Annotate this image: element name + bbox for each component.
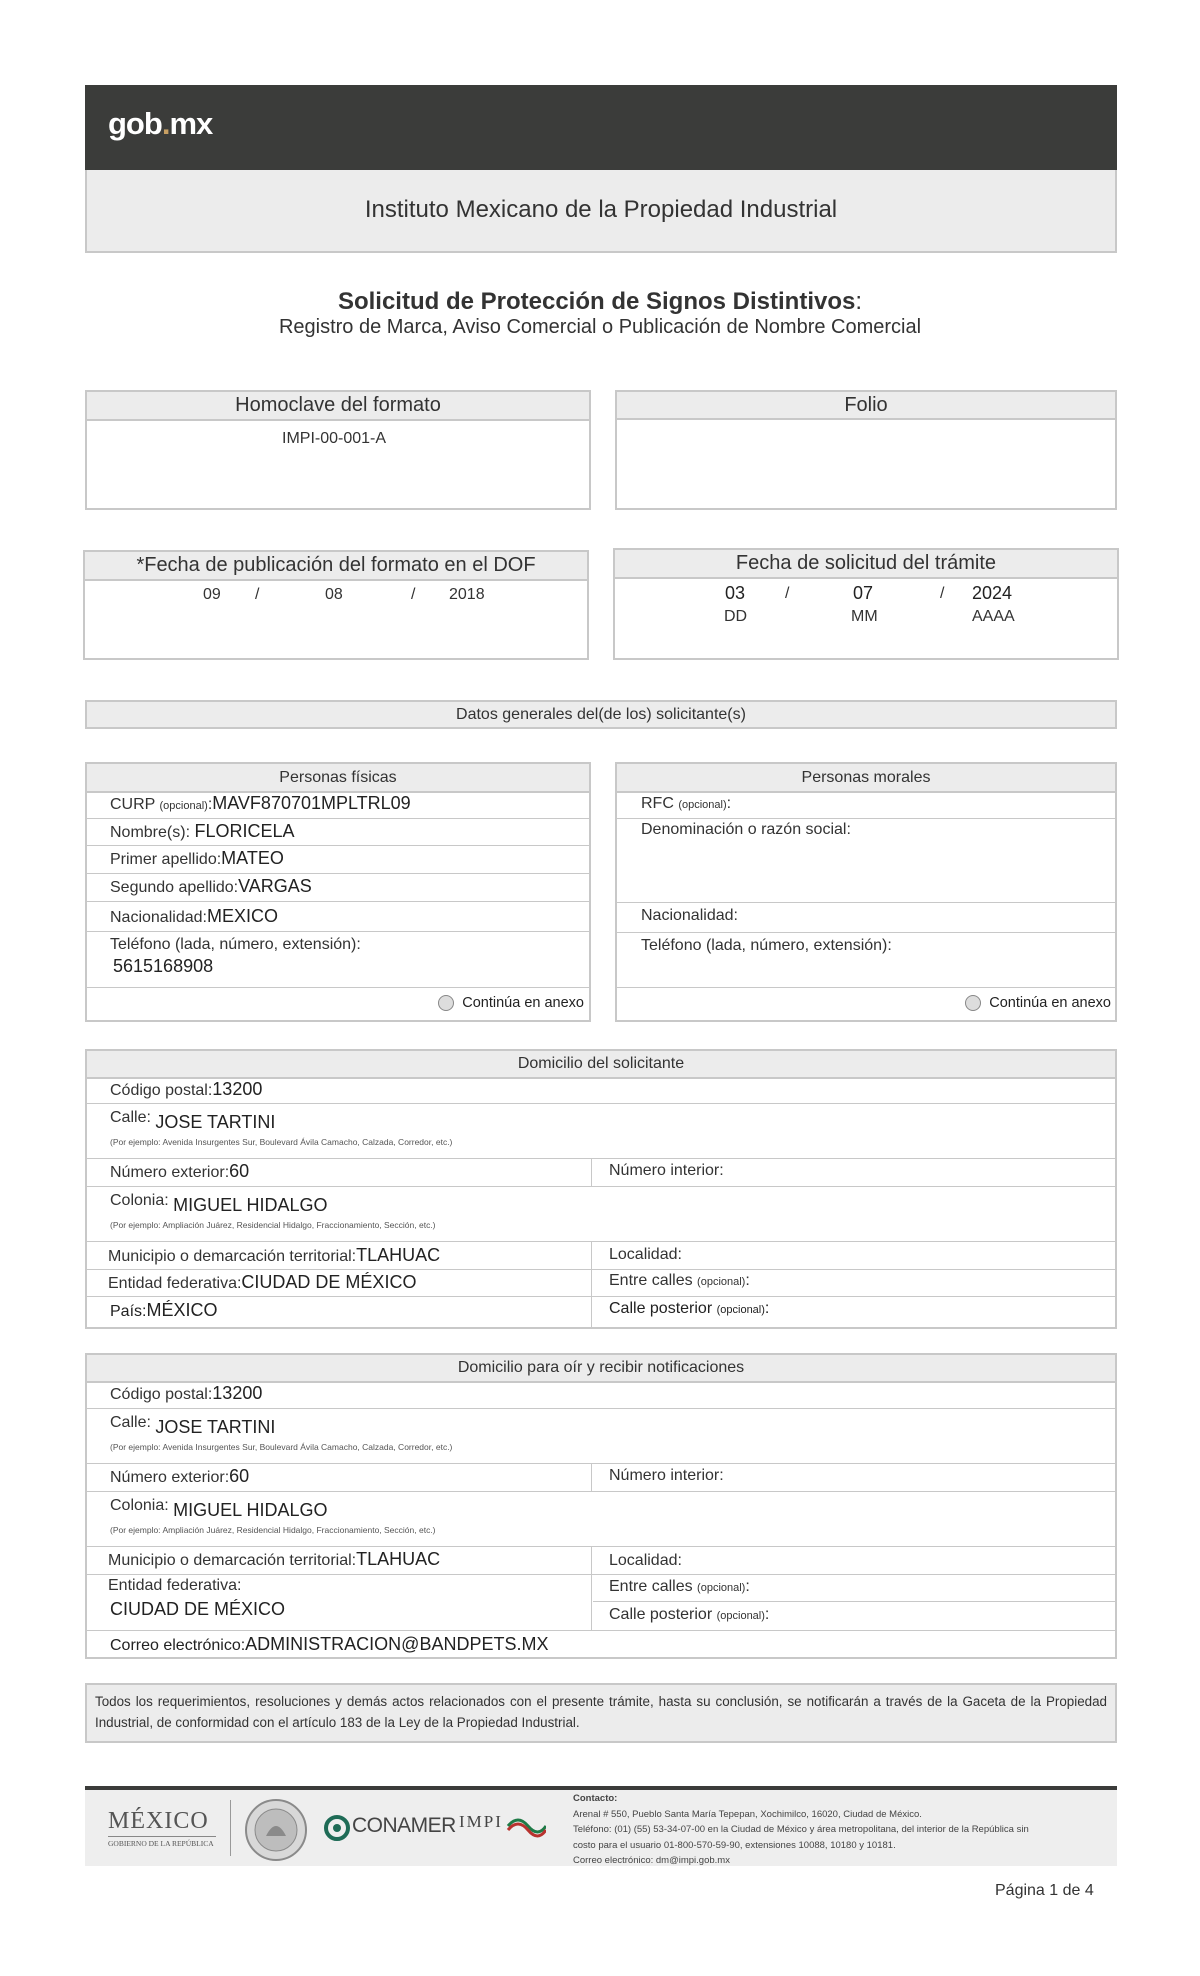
nombre-value: FLORICELA — [194, 821, 295, 841]
entidad-value: CIUDAD DE MÉXICO — [110, 1599, 286, 1619]
cp-value: 13200 — [212, 1383, 263, 1403]
calle-row: Calle: JOSE TARTINI (Por ejemplo: Avenida Insurgentes Sur, Boulevard Ávila Camacho, Calzada, Corredor, etc.) — [87, 1104, 1115, 1159]
municipio-value: TLAHUAC — [356, 1245, 441, 1265]
colonia-row: Colonia: MIGUEL HIDALGO (Por ejemplo: Ampliación Juárez, Residencial Hidalgo, Fraccionamiento, Sección, etc.) — [87, 1187, 1115, 1242]
numero-row: Número exterior:60 Número interior: — [87, 1464, 1115, 1492]
pais-value: MÉXICO — [146, 1300, 218, 1320]
primer-apellido-row: Primer apellido:MATEO — [87, 846, 589, 874]
num-int-label: Número interior: — [609, 1162, 724, 1179]
dof-label: *Fecha de publicación del formato en el DOF — [85, 552, 587, 581]
request-month: 07 — [853, 583, 874, 603]
entre-calles-label: Entre calles (opcional): — [609, 1272, 750, 1289]
personas-fisicas-box — [85, 762, 591, 1022]
entidad-row: Entidad federativa: CIUDAD DE MÉXICO Entre calles (opcional): Calle posterior (opcional): — [87, 1575, 1115, 1631]
localidad-label: Localidad: — [609, 1246, 682, 1263]
dof-sep-2: / — [411, 586, 416, 603]
homoclave-box — [85, 390, 591, 510]
nacionalidad-row: Nacionalidad:MEXICO — [87, 902, 589, 932]
calle-value: JOSE TARTINI — [155, 1417, 276, 1437]
footer-divider — [230, 1800, 231, 1856]
impi-emblem-icon — [506, 1814, 546, 1838]
dof-year: 2018 — [449, 586, 485, 603]
dd-label: DD — [724, 608, 748, 625]
correo-value: ADMINISTRACION@BANDPETS.MX — [245, 1634, 549, 1654]
request-date-label: Fecha de solicitud del trámite — [615, 550, 1117, 579]
calle-row: Calle: JOSE TARTINI (Por ejemplo: Avenida Insurgentes Sur, Boulevard Ávila Camacho, Calzada, Corredor, etc.) — [87, 1409, 1115, 1464]
denominacion-row: Denominación o razón social: — [617, 819, 1115, 903]
personas-fisicas-title: Personas físicas — [87, 764, 589, 793]
domicilio-solicitante-title: Domicilio del solicitante — [87, 1051, 1115, 1079]
dof-day: 09 — [203, 586, 221, 603]
nacionalidad-morales-row: Nacionalidad: — [617, 903, 1115, 933]
request-day: 03 — [725, 583, 746, 603]
conamer-logo: CONAMER — [352, 1814, 456, 1837]
num-int-label: Número interior: — [609, 1467, 724, 1484]
num-ext-value: 60 — [229, 1161, 250, 1181]
gobmx-logo: gob.mx — [108, 106, 213, 141]
curp-row: CURP (opcional):MAVF870701MPLTRL09 — [87, 791, 589, 819]
folio-label: Folio — [617, 392, 1115, 420]
anexo-radio[interactable] — [965, 995, 981, 1011]
municipio-row: Municipio o demarcación territorial:TLAHUAC Localidad: — [87, 1547, 1115, 1575]
national-seal-icon — [244, 1798, 308, 1862]
conamer-icon — [323, 1814, 351, 1842]
entidad-value: CIUDAD DE MÉXICO — [241, 1272, 417, 1292]
colonia-row: Colonia: MIGUEL HIDALGO (Por ejemplo: Ampliación Juárez, Residencial Hidalgo, Fraccionamiento, Sección, etc.) — [87, 1492, 1115, 1547]
telefono-row: Teléfono (lada, número, extensión): 5615168908 — [87, 932, 589, 988]
domicilio-notificaciones-title: Domicilio para oír y recibir notificaciones — [87, 1355, 1115, 1383]
folio-box — [615, 390, 1117, 510]
form-title: Solicitud de Protección de Signos Distintivos: — [337, 288, 863, 315]
entre-calles-label: Entre calles (opcional): — [593, 1575, 1115, 1602]
calle-posterior-label: Calle posterior (opcional): — [609, 1606, 770, 1623]
anexo-radio[interactable] — [438, 995, 454, 1011]
gob-header-bar — [85, 85, 1117, 170]
mm-label: MM — [851, 608, 878, 625]
calle-value: JOSE TARTINI — [155, 1112, 276, 1132]
dof-month: 08 — [325, 586, 343, 603]
personas-morales-box — [615, 762, 1117, 1022]
contact-info: Contacto: Arenal # 550, Pueblo Santa María Tepepan, Xochimilco, 16020, Ciudad de México. Teléfono: (01) (55) 53-34-07-00 en la Ciudad de México y área metropolitana, del interior de la República sin costo para el usuario 01-800-570-59-90, extensiones 10088, 10180 y 10181. Correo electrónico: dm@impi.gob.mx — [573, 1793, 1029, 1866]
request-date-box — [613, 548, 1119, 660]
institute-name: Instituto Mexicano de la Propiedad Industrial — [85, 170, 1117, 253]
continua-anexo-morales[interactable]: Continúa en anexo — [617, 988, 1111, 1018]
domicilio-notificaciones-box — [85, 1353, 1117, 1659]
colonia-value: MIGUEL HIDALGO — [173, 1500, 328, 1520]
impi-logo: IMPI — [459, 1812, 503, 1831]
calle-example: (Por ejemplo: Avenida Insurgentes Sur, Boulevard Ávila Camacho, Calzada, Corredor, etc.) — [110, 1442, 453, 1452]
gobierno-logo: GOBIERNO DE LA REPÚBLICA — [108, 1836, 216, 1848]
telefono-value: 5615168908 — [113, 956, 214, 976]
cp-row: Código postal:13200 — [87, 1077, 1115, 1104]
dof-sep-1: / — [255, 586, 260, 603]
segundo-apellido-value: VARGAS — [238, 876, 312, 896]
municipio-value: TLAHUAC — [356, 1549, 441, 1569]
personas-morales-title: Personas morales — [617, 764, 1115, 793]
nacionalidad-value: MEXICO — [206, 906, 278, 926]
entidad-row: Entidad federativa:CIUDAD DE MÉXICO Entre calles (opcional): — [87, 1270, 1115, 1297]
request-sep-1: / — [785, 585, 790, 602]
curp-value: MAVF870701MPLTRL09 — [212, 793, 411, 813]
segundo-apellido-row: Segundo apellido:VARGAS — [87, 874, 589, 902]
cp-value: 13200 — [212, 1079, 263, 1099]
cp-row: Código postal:13200 — [87, 1381, 1115, 1409]
homoclave-value: IMPI-00-001-A — [282, 430, 387, 447]
municipio-row: Municipio o demarcación territorial:TLAHUAC Localidad: — [87, 1242, 1115, 1270]
pais-row: País:MÉXICO Calle posterior (opcional): — [87, 1297, 1115, 1327]
correo-row: Correo electrónico:ADMINISTRACION@BANDPETS.MX — [110, 1634, 549, 1654]
section-datos-generales: Datos generales del(de los) solicitante(s) — [85, 700, 1117, 729]
num-ext-value: 60 — [229, 1466, 250, 1486]
request-sep-2: / — [940, 585, 945, 602]
rfc-row: RFC (opcional): — [617, 791, 1115, 819]
continua-anexo-fisicas[interactable]: Continúa en anexo — [87, 988, 584, 1018]
aaaa-label: AAAA — [972, 608, 1015, 625]
localidad-label: Localidad: — [609, 1552, 682, 1569]
mexico-logo: MÉXICO — [108, 1808, 209, 1834]
homoclave-label: Homoclave del formato — [87, 392, 589, 421]
calle-posterior-label: Calle posterior (opcional): — [609, 1300, 770, 1317]
form-subtitle: Registro de Marca, Aviso Comercial o Publicación de Nombre Comercial — [278, 316, 922, 338]
dof-date-box — [83, 550, 589, 660]
colonia-example: (Por ejemplo: Ampliación Juárez, Residencial Hidalgo, Fraccionamiento, Sección, etc.) — [110, 1220, 436, 1230]
request-year: 2024 — [972, 583, 1013, 603]
primer-apellido-value: MATEO — [221, 848, 284, 868]
colonia-value: MIGUEL HIDALGO — [173, 1195, 328, 1215]
domicilio-solicitante-box — [85, 1049, 1117, 1329]
calle-example: (Por ejemplo: Avenida Insurgentes Sur, Boulevard Ávila Camacho, Calzada, Corredor, etc.) — [110, 1137, 453, 1147]
page-number: Página 1 de 4 — [995, 1882, 1094, 1899]
telefono-morales-row: Teléfono (lada, número, extensión): — [617, 933, 1115, 988]
nombre-row: Nombre(s): FLORICELA — [87, 819, 589, 846]
notification-notice: Todos los requerimientos, resoluciones y demás actos relacionados con el presente trámite, hasta su conclusión, se notificarán a través de la Gaceta de la Propiedad Industrial, de conformidad con el artículo 183 de la Ley de la Propiedad Industrial. — [85, 1683, 1117, 1743]
numero-row: Número exterior:60 Número interior: — [87, 1159, 1115, 1187]
colonia-example: (Por ejemplo: Ampliación Juárez, Residencial Hidalgo, Fraccionamiento, Sección, etc.) — [110, 1525, 436, 1535]
